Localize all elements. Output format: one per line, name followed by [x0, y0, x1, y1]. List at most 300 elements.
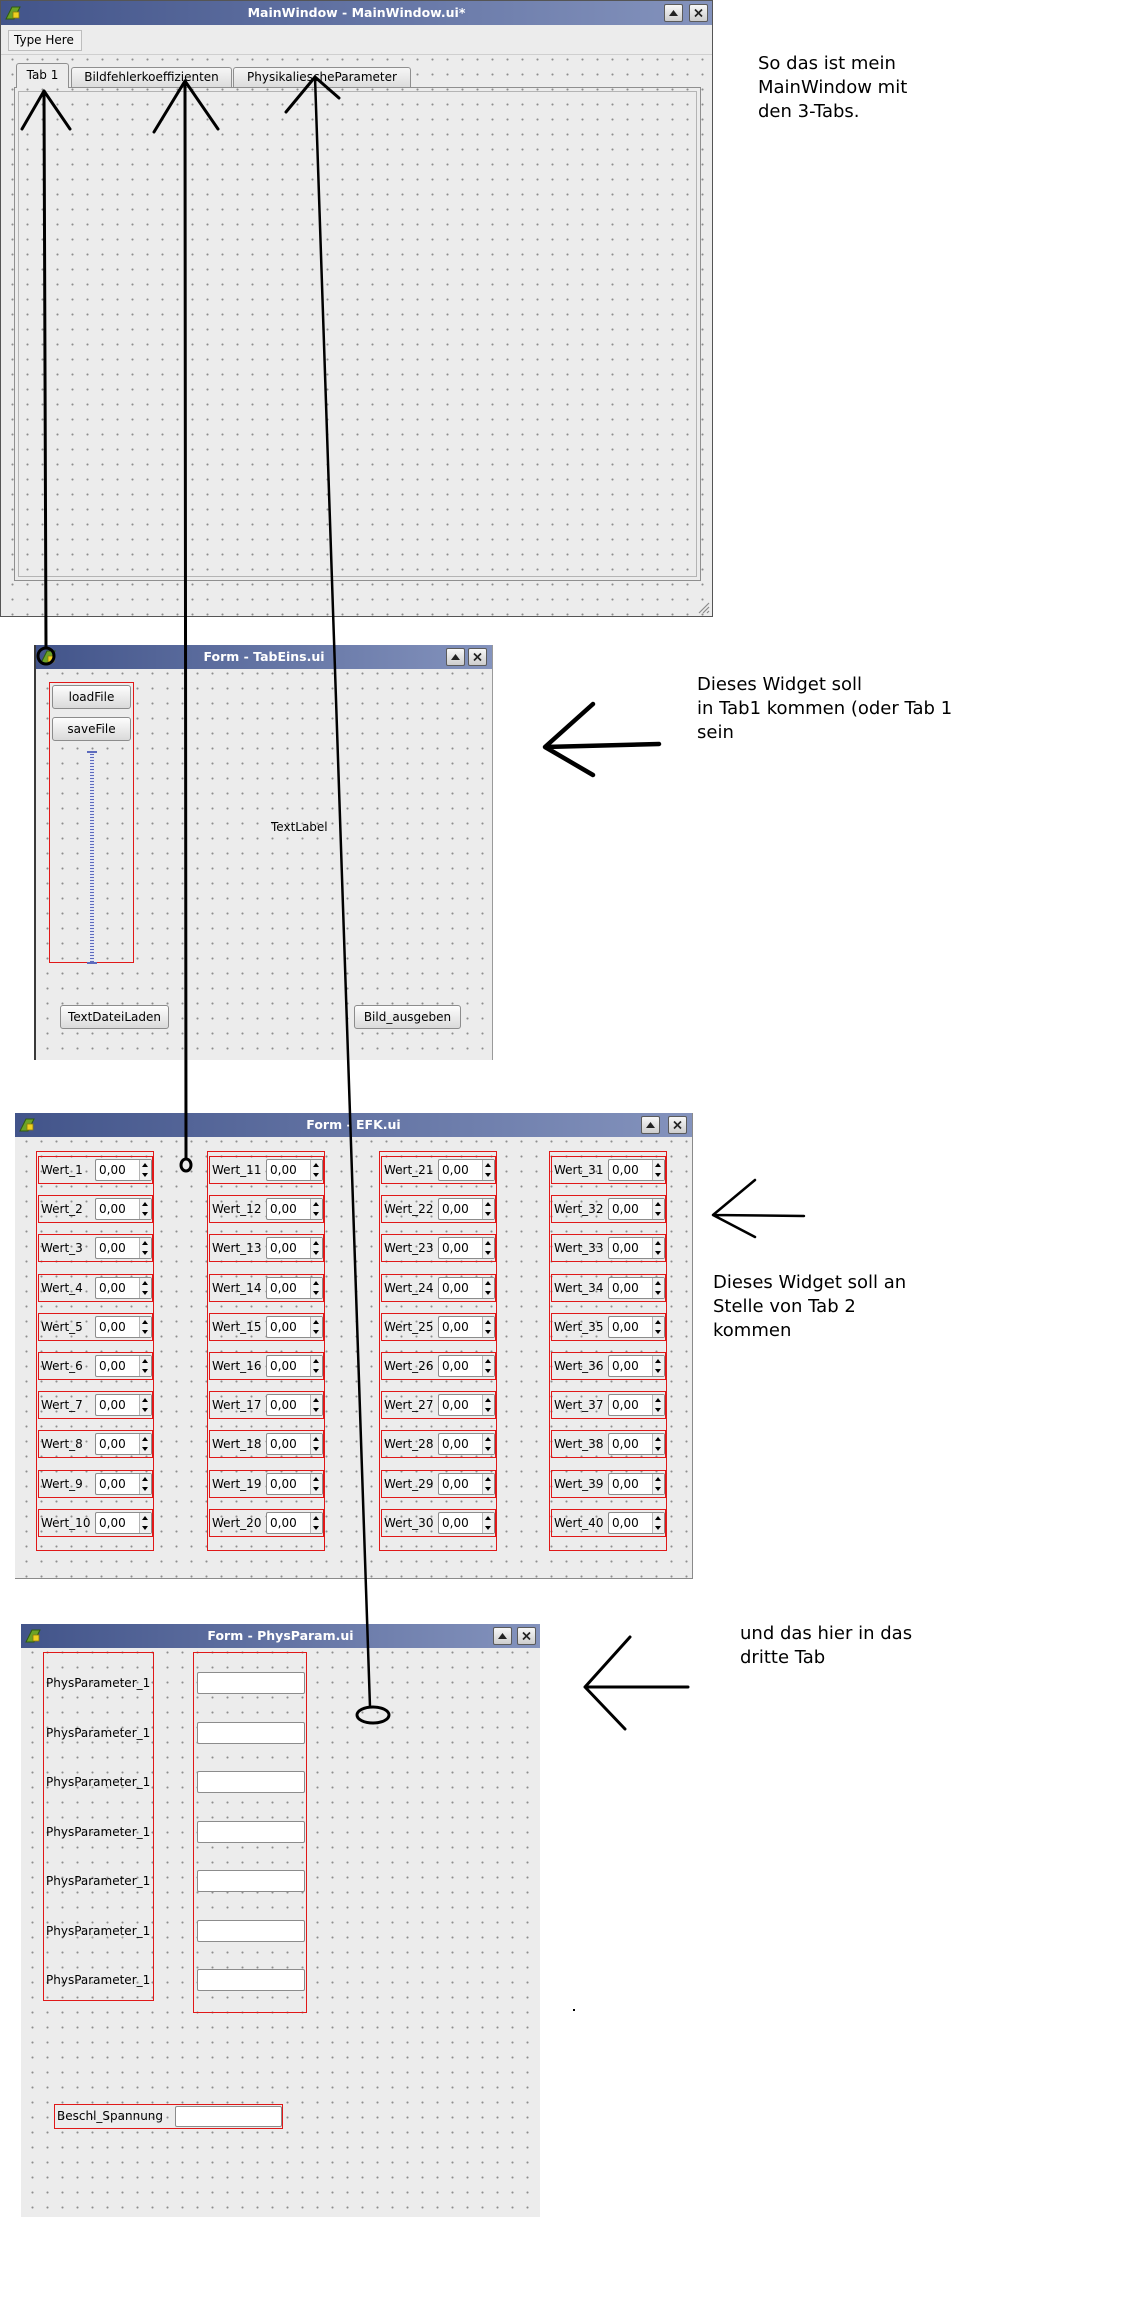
spin-down-button[interactable]: [653, 1327, 664, 1337]
spin-down-button[interactable]: [140, 1327, 151, 1337]
spin-down-button[interactable]: [140, 1444, 151, 1454]
spin-down-button[interactable]: [140, 1170, 151, 1180]
wert-value: 0,00: [270, 1241, 297, 1256]
wert-spinbox[interactable]: [438, 1394, 495, 1416]
spin-buttons: [482, 1395, 494, 1415]
arrow-down-icon: [313, 1330, 319, 1334]
phys-parameter-label: PhysParameter_1: [46, 1725, 151, 1740]
arrow-up-icon: [485, 1359, 491, 1363]
efk-row: [38, 1274, 153, 1302]
spin-up-button[interactable]: [483, 1199, 494, 1209]
arrow-down-icon: [485, 1212, 491, 1216]
arrow-down-icon: [142, 1447, 148, 1451]
spin-up-button[interactable]: [140, 1434, 151, 1444]
spin-down-button[interactable]: [483, 1484, 494, 1494]
wert-spinbox[interactable]: [266, 1277, 323, 1299]
spin-up-button[interactable]: [140, 1395, 151, 1405]
efk-row: [209, 1274, 324, 1302]
spin-down-button[interactable]: [140, 1366, 151, 1376]
load-file-button[interactable]: loadFile: [52, 685, 131, 709]
main-window-title-bar[interactable]: [1, 1, 712, 25]
spin-up-button[interactable]: [311, 1199, 322, 1209]
wert-value: 0,00: [99, 1163, 126, 1177]
arrow-down-icon: [313, 1487, 319, 1491]
spin-buttons: [482, 1317, 494, 1337]
arrow-up-icon: [655, 1437, 661, 1441]
spin-buttons: [310, 1513, 322, 1533]
spin-up-button[interactable]: [483, 1238, 494, 1248]
close-button[interactable]: [468, 648, 487, 666]
efk-row: [381, 1156, 496, 1184]
arrow-up-icon: [142, 1359, 148, 1363]
arrow-down-icon: [655, 1212, 661, 1216]
shade-button[interactable]: [493, 1627, 512, 1645]
wert-spinbox[interactable]: [95, 1355, 152, 1377]
wert-label: Wert_40: [554, 1515, 604, 1530]
spin-down-button[interactable]: [483, 1366, 494, 1376]
spin-down-button[interactable]: [311, 1366, 322, 1376]
efk-row: [209, 1195, 324, 1223]
spin-down-button[interactable]: [311, 1170, 322, 1180]
tab-bildfehlerkoeffizienten[interactable]: Bildfehlerkoeffizienten: [71, 67, 232, 87]
efk-form: [15, 1113, 693, 1579]
arrow-left-efk: [713, 1180, 804, 1237]
spin-up-button[interactable]: [311, 1434, 322, 1444]
wert-label: Wert_30: [384, 1515, 434, 1530]
spin-down-button[interactable]: [140, 1288, 151, 1298]
efk-row: [551, 1274, 666, 1302]
spin-up-button[interactable]: [140, 1199, 151, 1209]
arrow-down-icon: [142, 1487, 148, 1491]
wert-spinbox[interactable]: [438, 1316, 495, 1338]
close-icon: [521, 1631, 532, 1641]
wert-value: 0,00: [612, 1280, 639, 1295]
beschl-spannung-label: Beschl_Spannung: [57, 2109, 164, 2123]
wert-label: Wert_10: [41, 1515, 91, 1530]
spin-down-button[interactable]: [311, 1444, 322, 1454]
wert-label: Wert_9: [41, 1476, 83, 1491]
spin-buttons: [310, 1395, 322, 1415]
arrow-down-icon: [485, 1251, 491, 1255]
wert-label: Wert_12: [212, 1202, 262, 1217]
wert-value: 0,00: [270, 1202, 297, 1217]
efk-column-3: [379, 1151, 497, 1551]
wert-spinbox[interactable]: [438, 1198, 495, 1220]
wert-spinbox[interactable]: [608, 1198, 665, 1220]
wert-spinbox[interactable]: [266, 1355, 323, 1377]
arrow-up-icon: [313, 1202, 319, 1206]
close-button[interactable]: [689, 4, 708, 22]
efk-row: [551, 1509, 666, 1537]
tab-physikaliesche-parameter[interactable]: PhysikaliescheParameter: [233, 67, 411, 87]
efk-row: [551, 1234, 666, 1262]
spin-down-button[interactable]: [140, 1405, 151, 1415]
spin-up-button[interactable]: [653, 1160, 664, 1170]
wert-spinbox[interactable]: [95, 1512, 152, 1534]
spin-up-button[interactable]: [653, 1278, 664, 1288]
spin-up-button[interactable]: [483, 1395, 494, 1405]
spin-buttons: [139, 1356, 151, 1376]
wert-label: Wert_26: [384, 1359, 434, 1373]
close-icon: [672, 1120, 683, 1130]
efk-row: [381, 1509, 496, 1537]
phys-parameter-label: PhysParameter_1: [46, 1923, 151, 1938]
arrow-down-icon: [485, 1173, 491, 1177]
phys-label-column: [43, 1652, 154, 2001]
efk-row: [381, 1313, 496, 1341]
spin-up-button[interactable]: [140, 1160, 151, 1170]
wert-spinbox[interactable]: [608, 1159, 665, 1181]
wert-spinbox[interactable]: [608, 1512, 665, 1534]
spin-up-button[interactable]: [653, 1199, 664, 1209]
wert-spinbox[interactable]: [266, 1198, 323, 1220]
arrow-up-icon: [655, 1241, 661, 1245]
spin-down-button[interactable]: [311, 1523, 322, 1533]
spin-down-button[interactable]: [140, 1209, 151, 1219]
arrow-up-icon: [655, 1320, 661, 1324]
spin-up-button[interactable]: [483, 1474, 494, 1484]
phys-parameter-label: PhysParameter_1: [46, 1973, 151, 1987]
wert-spinbox[interactable]: [438, 1355, 495, 1377]
arrow-down-icon: [655, 1251, 661, 1255]
spin-down-button[interactable]: [653, 1523, 664, 1533]
phys-parameter-input[interactable]: [197, 1870, 305, 1892]
wert-spinbox[interactable]: [95, 1159, 152, 1181]
spin-buttons: [310, 1474, 322, 1494]
shade-icon: [450, 652, 461, 662]
wert-spinbox[interactable]: [608, 1394, 665, 1416]
arrow-up-icon: [313, 1437, 319, 1441]
wert-label: Wert_23: [384, 1241, 434, 1256]
spin-up-button[interactable]: [311, 1356, 322, 1366]
arrow-up-icon: [313, 1516, 319, 1520]
spin-up-button[interactable]: [311, 1278, 322, 1288]
phys-parameter-input[interactable]: [197, 1821, 305, 1843]
spin-buttons: [139, 1278, 151, 1298]
spin-down-button[interactable]: [483, 1405, 494, 1415]
spin-up-button[interactable]: [311, 1317, 322, 1327]
wert-spinbox[interactable]: [95, 1198, 152, 1220]
efk-title-bar[interactable]: [15, 1113, 692, 1137]
wert-spinbox[interactable]: [438, 1159, 495, 1181]
spin-down-button[interactable]: [483, 1327, 494, 1337]
spin-down-button[interactable]: [653, 1405, 664, 1415]
arrow-up-icon: [485, 1202, 491, 1206]
wert-spinbox[interactable]: [266, 1159, 323, 1181]
wert-spinbox[interactable]: [95, 1237, 152, 1259]
wert-spinbox[interactable]: [266, 1473, 323, 1495]
wert-label: Wert_8: [41, 1437, 83, 1452]
arrow-up-icon: [313, 1398, 319, 1402]
wert-spinbox[interactable]: [438, 1473, 495, 1495]
arrow-down-icon: [142, 1251, 148, 1255]
resize-grip[interactable]: [696, 600, 710, 614]
vertical-slider[interactable]: [87, 751, 96, 964]
wert-value: 0,00: [612, 1359, 639, 1373]
wert-label: Wert_6: [41, 1359, 83, 1373]
phys-parameter-input[interactable]: [197, 1672, 305, 1694]
wert-spinbox[interactable]: [438, 1277, 495, 1299]
spin-down-button[interactable]: [653, 1170, 664, 1180]
menu-type-here[interactable]: Type Here: [8, 30, 82, 51]
wert-spinbox[interactable]: [266, 1433, 323, 1455]
spin-down-button[interactable]: [653, 1444, 664, 1454]
wert-spinbox[interactable]: [438, 1237, 495, 1259]
wert-value: 0,00: [442, 1319, 469, 1334]
slider-groove: [90, 751, 94, 964]
arrow-up-icon: [485, 1477, 491, 1481]
wert-value: 0,00: [612, 1515, 639, 1530]
arrow-down-icon: [142, 1330, 148, 1334]
arrow-up-icon: [655, 1398, 661, 1402]
tabeins-title-bar[interactable]: [36, 645, 492, 669]
efk-row: [38, 1509, 153, 1537]
text-label: TextLabel: [271, 820, 328, 834]
physparam-title-bar[interactable]: [21, 1624, 540, 1648]
spin-down-button[interactable]: [311, 1288, 322, 1298]
form-title: Form - EFK.ui: [306, 1117, 401, 1132]
spin-up-button[interactable]: [483, 1434, 494, 1444]
spin-buttons: [310, 1160, 322, 1180]
shade-button[interactable]: [446, 648, 465, 666]
wert-label: Wert_39: [554, 1476, 604, 1491]
arrow-up-icon: [142, 1398, 148, 1402]
wert-label: Wert_28: [384, 1437, 434, 1452]
spin-up-button[interactable]: [140, 1317, 151, 1327]
wert-value: 0,00: [99, 1437, 126, 1452]
spin-down-button[interactable]: [483, 1209, 494, 1219]
wert-value: 0,00: [442, 1359, 469, 1373]
spin-buttons: [482, 1160, 494, 1180]
arrow-down-icon: [142, 1291, 148, 1295]
efk-row: [551, 1313, 666, 1341]
arrow-down-icon: [142, 1369, 148, 1373]
text-datei-laden-button[interactable]: TextDateiLaden: [60, 1005, 169, 1029]
efk-column-4: [549, 1151, 667, 1551]
arrow-up-icon: [485, 1516, 491, 1520]
wert-label: Wert_38: [554, 1437, 604, 1452]
arrow-up-icon: [313, 1477, 319, 1481]
arrow-down-icon: [313, 1526, 319, 1530]
wert-spinbox[interactable]: [266, 1316, 323, 1338]
spin-up-button[interactable]: [653, 1395, 664, 1405]
wert-label: Wert_29: [384, 1476, 434, 1491]
spin-up-button[interactable]: [140, 1513, 151, 1523]
phys-parameter-input[interactable]: [197, 1771, 305, 1793]
wert-value: 0,00: [442, 1163, 469, 1177]
spin-down-button[interactable]: [483, 1444, 494, 1454]
phys-parameter-input[interactable]: [197, 1969, 305, 1991]
spin-down-button[interactable]: [311, 1484, 322, 1494]
spin-buttons: [652, 1317, 664, 1337]
wert-label: Wert_37: [554, 1398, 604, 1413]
spin-up-button[interactable]: [483, 1356, 494, 1366]
spin-up-button[interactable]: [483, 1278, 494, 1288]
spin-buttons: [652, 1513, 664, 1533]
wert-spinbox[interactable]: [266, 1237, 323, 1259]
wert-value: 0,00: [442, 1202, 469, 1217]
wert-spinbox[interactable]: [95, 1473, 152, 1495]
wert-spinbox[interactable]: [608, 1237, 665, 1259]
spin-buttons: [482, 1356, 494, 1376]
spin-up-button[interactable]: [311, 1160, 322, 1170]
arrow-up-icon: [655, 1163, 661, 1167]
efk-row: [209, 1470, 324, 1498]
wert-spinbox[interactable]: [95, 1277, 152, 1299]
wert-spinbox[interactable]: [95, 1433, 152, 1455]
shade-button[interactable]: [641, 1116, 660, 1134]
spin-up-button[interactable]: [483, 1160, 494, 1170]
close-icon: [693, 8, 704, 18]
save-file-button[interactable]: saveFile: [52, 717, 131, 741]
wert-label: Wert_34: [554, 1280, 604, 1295]
arrow-up-icon: [142, 1202, 148, 1206]
tab-pane: [14, 87, 701, 581]
arrow-up-icon: [485, 1437, 491, 1441]
phys-parameter-label: PhysParameter_1: [46, 1874, 151, 1888]
stray-dot: [573, 2009, 575, 2011]
arrow-down-icon: [485, 1447, 491, 1451]
spin-up-button[interactable]: [653, 1317, 664, 1327]
wert-value: 0,00: [270, 1515, 297, 1530]
arrow-up-icon: [485, 1398, 491, 1402]
spin-up-button[interactable]: [140, 1356, 151, 1366]
efk-row: [38, 1470, 153, 1498]
arrow-down-icon: [142, 1212, 148, 1216]
spin-up-button[interactable]: [311, 1395, 322, 1405]
spin-buttons: [652, 1199, 664, 1219]
spin-down-button[interactable]: [140, 1523, 151, 1533]
wert-value: 0,00: [99, 1515, 126, 1530]
wert-spinbox[interactable]: [608, 1355, 665, 1377]
spin-down-button[interactable]: [140, 1248, 151, 1258]
efk-row: [381, 1391, 496, 1419]
arrow-up-icon: [313, 1241, 319, 1245]
arrow-up-icon: [313, 1320, 319, 1324]
wert-value: 0,00: [442, 1241, 469, 1256]
phys-parameter-label: PhysParameter_1: [46, 1824, 151, 1839]
shade-icon: [497, 1631, 508, 1641]
spin-up-button[interactable]: [311, 1474, 322, 1484]
spin-down-button[interactable]: [483, 1288, 494, 1298]
phys-parameter-input[interactable]: [197, 1920, 305, 1942]
spin-down-button[interactable]: [653, 1288, 664, 1298]
spin-buttons: [482, 1434, 494, 1454]
efk-row: [38, 1391, 153, 1419]
wert-value: 0,00: [99, 1359, 126, 1373]
wert-spinbox[interactable]: [438, 1512, 495, 1534]
tab-1[interactable]: Tab 1: [16, 63, 69, 88]
spin-up-button[interactable]: [653, 1474, 664, 1484]
wert-value: 0,00: [270, 1398, 297, 1413]
wert-value: 0,00: [270, 1476, 297, 1491]
wert-spinbox[interactable]: [266, 1394, 323, 1416]
spin-down-button[interactable]: [483, 1523, 494, 1533]
spin-up-button[interactable]: [653, 1356, 664, 1366]
form-title: Form - PhysParam.ui: [207, 1628, 354, 1643]
efk-row: [38, 1313, 153, 1341]
spin-up-button[interactable]: [140, 1278, 151, 1288]
wert-spinbox[interactable]: [95, 1316, 152, 1338]
spin-buttons: [310, 1278, 322, 1298]
beschl-spannung-input[interactable]: [175, 2106, 282, 2127]
wert-value: 0,00: [442, 1398, 469, 1413]
spin-up-button[interactable]: [140, 1238, 151, 1248]
wert-value: 0,00: [612, 1163, 639, 1177]
wert-spinbox[interactable]: [266, 1512, 323, 1534]
spin-down-button[interactable]: [653, 1366, 664, 1376]
spin-down-button[interactable]: [483, 1248, 494, 1258]
main-window: [0, 0, 713, 617]
spin-up-button[interactable]: [653, 1513, 664, 1523]
wert-spinbox[interactable]: [608, 1316, 665, 1338]
wert-spinbox[interactable]: [95, 1394, 152, 1416]
wert-value: 0,00: [270, 1437, 297, 1452]
efk-row: [38, 1234, 153, 1262]
wert-label: Wert_5: [41, 1319, 83, 1334]
spin-up-button[interactable]: [311, 1238, 322, 1248]
wert-spinbox[interactable]: [438, 1433, 495, 1455]
wert-label: Wert_19: [212, 1476, 262, 1491]
wert-value: 0,00: [612, 1398, 639, 1413]
shade-icon: [645, 1120, 656, 1130]
wert-label: Wert_16: [212, 1359, 262, 1373]
spin-buttons: [310, 1199, 322, 1219]
arrow-down-icon: [313, 1408, 319, 1412]
spin-up-button[interactable]: [483, 1513, 494, 1523]
spin-down-button[interactable]: [653, 1484, 664, 1494]
wert-spinbox[interactable]: [608, 1473, 665, 1495]
spin-down-button[interactable]: [483, 1170, 494, 1180]
spin-down-button[interactable]: [140, 1484, 151, 1494]
spin-up-button[interactable]: [653, 1238, 664, 1248]
spin-down-button[interactable]: [311, 1209, 322, 1219]
efk-row: [381, 1234, 496, 1262]
spin-down-button[interactable]: [653, 1209, 664, 1219]
shade-button[interactable]: [664, 4, 683, 22]
spin-up-button[interactable]: [483, 1317, 494, 1327]
close-button[interactable]: [517, 1627, 536, 1645]
tab-page-frame: [18, 91, 697, 577]
efk-row: [551, 1391, 666, 1419]
spin-down-button[interactable]: [311, 1248, 322, 1258]
spin-up-button[interactable]: [653, 1434, 664, 1444]
spin-up-button[interactable]: [311, 1513, 322, 1523]
arrow-up-icon: [485, 1320, 491, 1324]
spin-buttons: [310, 1317, 322, 1337]
spin-down-button[interactable]: [311, 1327, 322, 1337]
arrow-down-icon: [313, 1447, 319, 1451]
wert-value: 0,00: [99, 1476, 126, 1491]
arrow-up-icon: [655, 1477, 661, 1481]
wert-spinbox[interactable]: [608, 1433, 665, 1455]
spin-down-button[interactable]: [653, 1248, 664, 1258]
bild-ausgeben-button[interactable]: Bild_ausgeben: [354, 1005, 461, 1029]
wert-label: Wert_13: [212, 1241, 262, 1256]
spin-down-button[interactable]: [311, 1405, 322, 1415]
wert-spinbox[interactable]: [608, 1277, 665, 1299]
spin-up-button[interactable]: [140, 1474, 151, 1484]
efk-row: [38, 1195, 153, 1223]
wert-label: Wert_21: [384, 1163, 434, 1177]
arrow-up-icon: [142, 1163, 148, 1167]
annotation-main-window-note: So das ist mein MainWindow mit den 3-Tabs.: [758, 53, 908, 122]
close-button[interactable]: [668, 1116, 687, 1134]
slider-handle[interactable]: [87, 962, 97, 964]
wert-label: Wert_36: [554, 1359, 604, 1373]
phys-parameter-input[interactable]: [197, 1722, 305, 1744]
arrow-up-icon: [142, 1281, 148, 1285]
